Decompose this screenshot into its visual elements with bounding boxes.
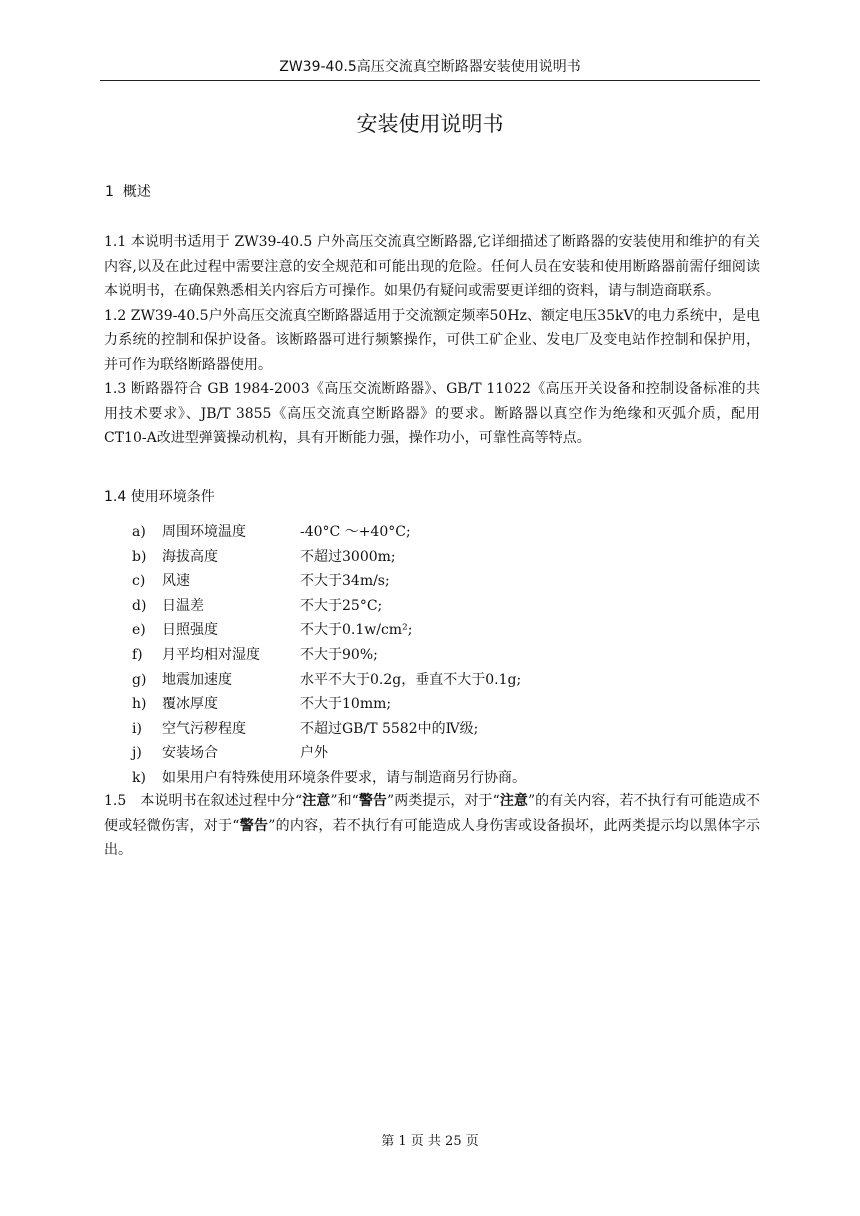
list-item bbox=[132, 717, 762, 742]
list-item bbox=[132, 569, 762, 594]
list-item bbox=[132, 545, 762, 570]
item-marker: c) bbox=[132, 573, 146, 590]
intro-paragraphs bbox=[104, 230, 760, 451]
section-heading bbox=[105, 181, 151, 201]
keyword-caution: 注意 bbox=[499, 793, 528, 809]
item-marker: b) bbox=[132, 548, 147, 565]
item-marker: h) bbox=[132, 696, 147, 713]
item-name: 日温差 bbox=[162, 597, 204, 614]
list-item bbox=[132, 618, 762, 643]
text-segment: 1.5 本说明书在叙述过程中分“ bbox=[104, 793, 303, 809]
item-marker: d) bbox=[132, 597, 147, 614]
item-marker: j) bbox=[132, 745, 142, 762]
running-header: ZW39-40.5高压交流真空断路器安装使用说明书 bbox=[279, 59, 581, 75]
text-segment: ”和“ bbox=[330, 793, 359, 809]
item-value: -40°C ～+40°C; bbox=[300, 524, 411, 540]
item-marker: k) bbox=[132, 769, 146, 786]
item-value: 不大于0.1w/cm²; bbox=[300, 622, 413, 639]
item-name: 地震加速度 bbox=[162, 671, 232, 688]
paragraph-1-3: 1.3 断路器符合 GB 1984-2003《高压交流断路器》、GB/T 11022《高压开关设备和控制设备标准的共用技术要求》、JB/T 3855《高压交流真空断路器》的要求。断路器以真空作为绝缘和灭弧介质，配用CT10-A改进型弹簧操动机构，具有开断能力强，操作功小，可靠性高等特点。 bbox=[104, 381, 760, 446]
list-item bbox=[132, 692, 762, 717]
item-name: 空气污秽程度 bbox=[162, 720, 246, 737]
item-marker: g) bbox=[132, 671, 147, 688]
item-name: 周围环境温度 bbox=[162, 524, 246, 540]
list-item bbox=[132, 741, 762, 766]
page-number: 第 1 页 共 25 页 bbox=[381, 1134, 479, 1149]
header-rule bbox=[100, 80, 760, 81]
item-marker: e) bbox=[132, 622, 146, 639]
item-marker: i) bbox=[132, 720, 142, 737]
section-title: 概述 bbox=[122, 184, 151, 200]
item-marker: a) bbox=[132, 524, 146, 540]
list-item bbox=[132, 643, 762, 668]
keyword-warning: 警告 bbox=[358, 793, 387, 809]
item-name: 覆冰厚度 bbox=[162, 696, 218, 713]
text-segment: ”的有关内容，若不执行有可能造成不便或轻微伤害，对于“ bbox=[104, 793, 761, 834]
paragraph-1-5 bbox=[104, 789, 760, 863]
item-value: 不大于90%; bbox=[300, 646, 378, 663]
page-title: 安装使用说明书 bbox=[356, 112, 504, 136]
conditions-heading: 1.4 使用环境条件 bbox=[104, 489, 215, 505]
item-name: 日照强度 bbox=[162, 622, 218, 639]
item-name: 安装场合 bbox=[162, 745, 218, 762]
section-number: 1 bbox=[105, 184, 114, 200]
item-text: 如果用户有特殊使用环境条件要求，请与制造商另行协商。 bbox=[162, 769, 526, 786]
paragraph-1-1: 1.1 本说明书适用于 ZW39-40.5 户外高压交流真空断路器,它详细描述了断路器的安装使用和维护的有关内容,以及在此过程中需要注意的安全规范和可能出现的危险。任何人员在安装和使用断路器前需仔细阅读本说明书，在确保熟悉相关内容后方可操作。如果仍有疑问或需要更详细的资料，请与制造商联系。 bbox=[104, 234, 760, 299]
list-item bbox=[132, 594, 762, 619]
item-value: 不超过3000m; bbox=[300, 548, 396, 565]
list-item bbox=[132, 668, 762, 693]
list-item bbox=[132, 766, 762, 791]
item-value: 水平不大于0.2g，垂直不大于0.1g; bbox=[300, 671, 522, 688]
list-item bbox=[132, 520, 762, 545]
keyword-warning: 警告 bbox=[239, 817, 269, 834]
keyword-caution: 注意 bbox=[302, 793, 331, 809]
text-segment: ”的内容，若不执行有可能造成人身伤害或设备损坏，此两类提示均以黑体字示出。 bbox=[104, 817, 761, 858]
item-name: 月平均相对湿度 bbox=[162, 646, 260, 663]
item-value: 不超过GB/T 5582中的Ⅳ级; bbox=[300, 720, 479, 737]
item-value: 不大于10mm; bbox=[300, 696, 392, 713]
item-value: 不大于34m/s; bbox=[300, 573, 390, 590]
paragraph-1-2: 1.2 ZW39-40.5户外高压交流真空断路器适用于交流额定频率50Hz、额定电压35kV的电力系统中，是电力系统的控制和保护设备。该断路器可进行频繁操作，可供工矿企业、发电厂及变电站作控制和保护用，并可作为联络断路器使用。 bbox=[104, 307, 760, 373]
item-marker: f) bbox=[132, 646, 143, 663]
conditions-list bbox=[132, 520, 762, 791]
text-segment: ”两类提示，对于“ bbox=[386, 793, 500, 809]
item-value: 不大于25°C; bbox=[300, 597, 383, 614]
item-name: 风速 bbox=[162, 573, 190, 590]
item-name: 海拔高度 bbox=[162, 548, 218, 565]
item-value: 户外 bbox=[300, 745, 328, 762]
